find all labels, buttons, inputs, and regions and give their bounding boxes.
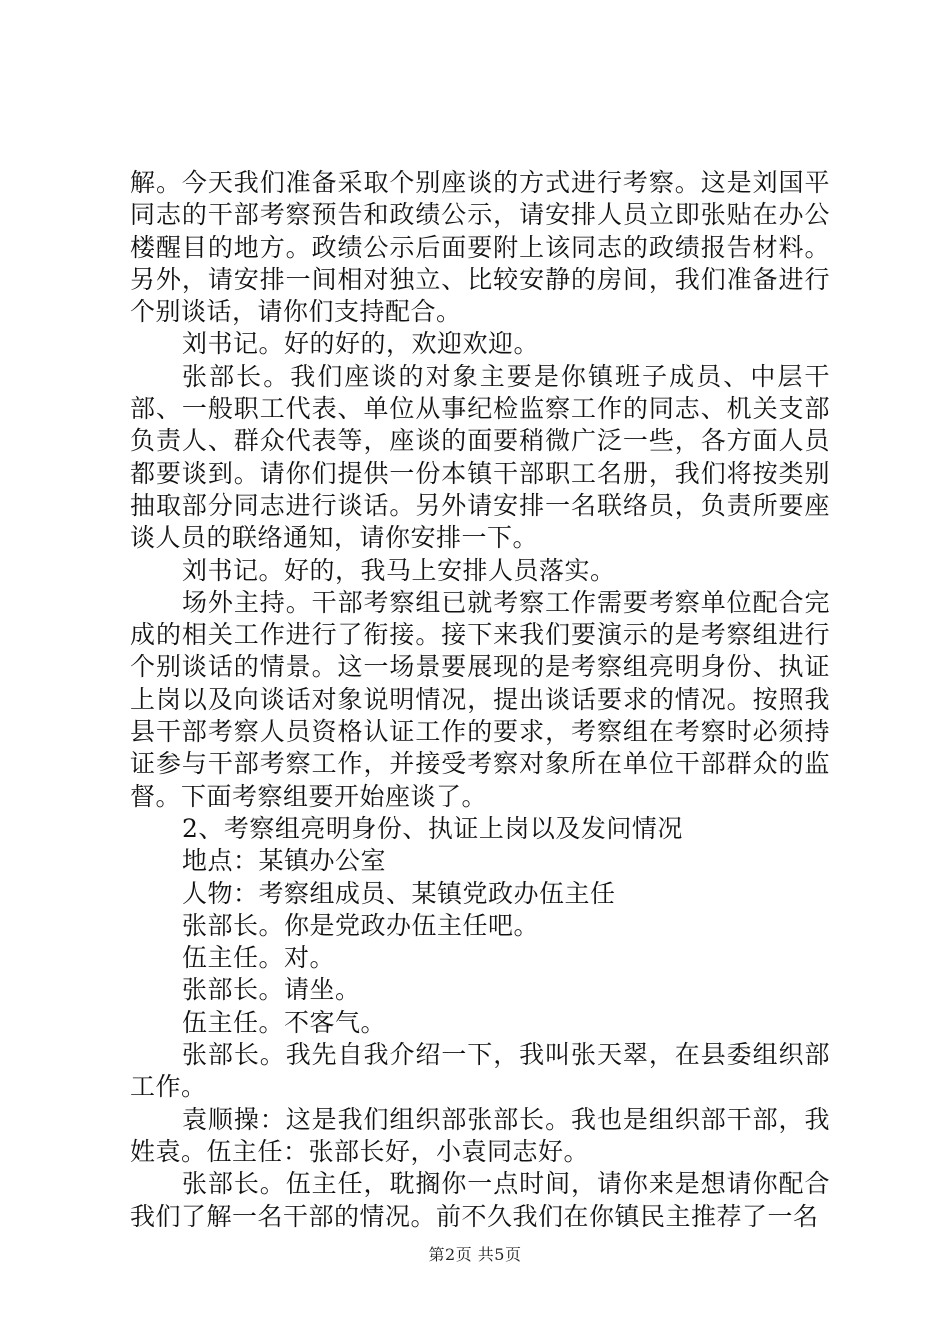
paragraph: 张部长。你是党政办伍主任吧。 <box>182 910 540 940</box>
paragraph: 张部长。我们座谈的对象主要是你镇班子成员、中层干部、一般职工代表、单位从事纪检监察工作的同志、机关支部负责人、群众代表等，座谈的面要稍微广泛一些，各方面人员都要谈到。请你们提供一份本镇干部职工名册，我们将按类别抽取部分同志进行谈话。另外请安排一名联络员，负责所要座谈人员的联络通知，请你安排一下。 <box>130 361 830 553</box>
paragraph: 人物：考察组成员、某镇党政办伍主任 <box>182 878 616 908</box>
body-text <box>130 167 830 1233</box>
paragraph: 袁顺操：这是我们组织部张部长。我也是组织部干部，我姓袁。伍主任：张部长好，小袁同志好。 <box>130 1104 830 1166</box>
paragraph: 刘书记。好的，我马上安排人员落实。 <box>182 555 616 585</box>
page-footer: 第2页 共5页 <box>428 1245 522 1264</box>
paragraph: 伍主任。不客气。 <box>182 1007 387 1037</box>
section-heading: 2、考察组亮明身份、执证上岗以及发问情况 <box>182 813 683 843</box>
paragraph: 张部长。伍主任，耽搁你一点时间，请你来是想请你配合我们了解一名干部的情况。前不久我们在你镇民主推荐了一名 <box>130 1169 830 1231</box>
paragraph: 张部长。请坐。 <box>182 975 361 1005</box>
paragraph: 场外主持。干部考察组已就考察工作需要考察单位配合完成的相关工作进行了衔接。接下来我们要演示的是考察组进行个别谈话的情景。这一场景要展现的是考察组亮明身份、执证上岗以及向谈话对象说明情况，提出谈话要求的情况。按照我县干部考察人员资格认证工作的要求，考察组在考察时必须持证参与干部考察工作，并接受考察对象所在单位干部群众的监督。下面考察组要开始座谈了。 <box>130 587 830 811</box>
paragraph: 地点：某镇办公室 <box>182 846 387 876</box>
paragraph: 解。今天我们准备采取个别座谈的方式进行考察。这是刘国平同志的干部考察预告和政绩公示，请安排人员立即张贴在办公楼醒目的地方。政绩公示后面要附上该同志的政绩报告材料。另外，请安排一间相对独立、比较安静的房间，我们准备进行个别谈话，请你们支持配合。 <box>130 168 830 327</box>
paragraph: 刘书记。好的好的，欢迎欢迎。 <box>182 329 540 359</box>
paragraph: 伍主任。对。 <box>182 943 336 973</box>
paragraph: 张部长。我先自我介绍一下，我叫张天翠，在县委组织部工作。 <box>130 1040 830 1102</box>
